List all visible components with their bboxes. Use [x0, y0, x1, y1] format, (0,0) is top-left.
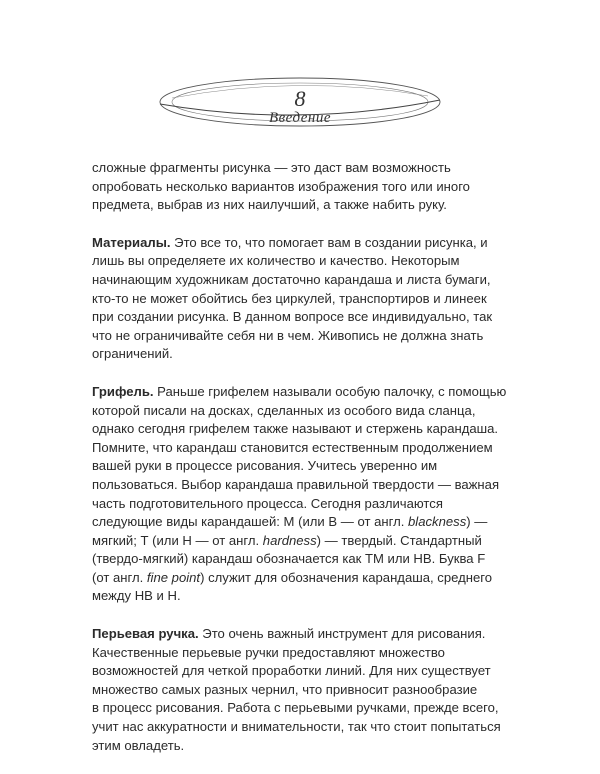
text-line: ограничений.: [92, 346, 173, 362]
text-line: Качественные перьевые ручки предоставляют множество: [92, 644, 445, 660]
text-line: при создании рисунка. В данном вопросе все индивидуально, так: [92, 309, 493, 325]
text-line: кто-то не может обойтись без циркулей, транспортиров и линеек: [92, 290, 487, 306]
paragraph: [92, 234, 512, 364]
text-line: в процесс рисования. Работа с перьевыми ручками, прежде всего,: [92, 700, 499, 716]
paragraph: [92, 383, 512, 606]
text-line: Перьевая ручка. Это очень важный инструмент для рисования.: [92, 626, 486, 642]
text-line: Материалы. Это все то, что помогает вам в создании рисунка, и: [92, 234, 488, 250]
text-line: вашей руки в процессе рисования. Учитесь уверенно им: [92, 458, 438, 474]
text-line: однако сегодня грифелем также называют и стержень карандаша.: [92, 421, 499, 437]
text-line: пользоваться. Выбор карандаша правильной твердости — важная: [92, 476, 500, 492]
text-line: учит нас аккуратности и внимательности, так что стоит попытаться: [92, 719, 501, 735]
paragraph: [92, 625, 512, 755]
text-line: Грифель. Раньше грифелем называли особую палочку, с помощью: [92, 383, 507, 399]
text-line: часть подготовительного процесса. Сегодня различаются: [92, 495, 443, 511]
text-line: которой писали на досках, сделанных из особого вида сланца,: [92, 402, 476, 418]
italic-term: blackness: [408, 514, 467, 530]
text-line: что не ограничивайте себя ни в чем. Живопись не должна знать: [92, 327, 484, 343]
paragraph-term: Перьевая ручка.: [92, 626, 199, 642]
text-line: (от англ. fine point) служит для обозначения карандаша, среднего: [92, 569, 493, 585]
text-line: между HB и H.: [92, 588, 181, 604]
text-line: начинающим художникам достаточно карандаша и листа бумаги,: [92, 271, 491, 287]
body-text: [92, 159, 512, 774]
section-title: Введение: [269, 110, 331, 126]
text-line: множество самых разных чернил, что привносит разнообразие: [92, 681, 478, 697]
text-line: возможностей для четкой проработки линий. Для них существует: [92, 663, 491, 679]
text-line: сложные фрагменты рисунка — это даст вам возможность: [92, 160, 451, 175]
text-line: лишь вы определяете их количество и качество. Некоторым: [92, 253, 460, 269]
page-number: 8: [294, 86, 306, 111]
text-line: мягкий; Т (или H — от англ. hardness) — твердый. Стандартный: [92, 532, 482, 548]
text-line: опробовать несколько вариантов изображения того или иного: [92, 178, 470, 194]
paragraph-term: Материалы.: [92, 234, 171, 250]
text-line: Помните, что карандаш становится естественным продолжением: [92, 439, 493, 455]
text-line: следующие виды карандашей: М (или B — от англ. blackness) —: [92, 514, 488, 530]
paragraph: [92, 159, 512, 215]
italic-term: hardness: [262, 532, 317, 548]
decorative-ellipse-ornament: [0, 0, 600, 150]
italic-term: fine point: [146, 569, 201, 585]
paragraph-term: Грифель.: [92, 383, 154, 399]
text-line: этим овладеть.: [92, 737, 185, 753]
text-line: предмета, выбрав из них наилучший, а также набить руку.: [92, 197, 447, 213]
chapter-header: [0, 0, 600, 150]
text-line: (твердо-мягкий) карандаш обозначается как ТМ или HB. Буква F: [92, 551, 486, 567]
